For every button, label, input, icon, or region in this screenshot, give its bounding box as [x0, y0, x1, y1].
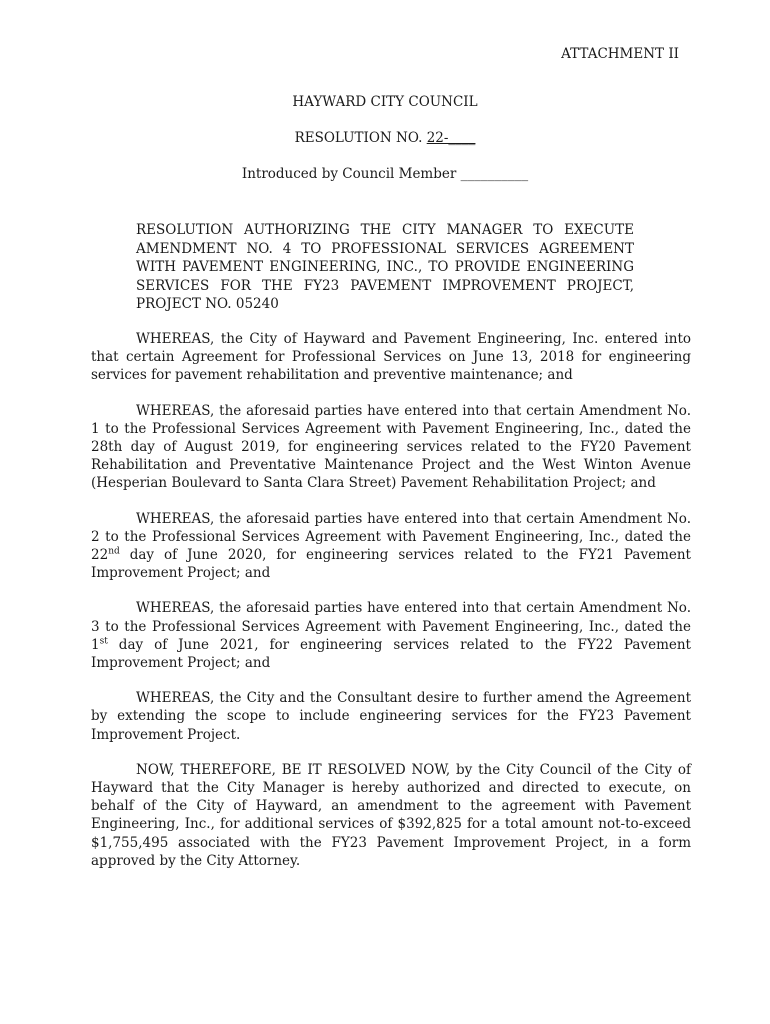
- resolution-body: [91, 330, 691, 887]
- p4-text-a: WHEREAS, the aforesaid parties have entered into that certain Amendment No. 3 to the Professional Services Agreement with Pavement Engineering, Inc., dated the 1: [91, 600, 691, 653]
- whereas-paragraph-2: WHEREAS, the aforesaid parties have entered into that certain Amendment No. 1 to the Professional Services Agreement with Pavement Engineering, Inc., dated the 28th day of August 2019, for engineering services related to the FY20 Pavement Rehabilitation and Preventative Maintenance Project and the West Winton Avenue (Hesperian Boulevard to Santa Clara Street) Pavement Rehabilitation Project; and: [91, 402, 691, 492]
- p3-text-b: day of June 2020, for engineering services related to the FY21 Pavement Improvement Project; and: [91, 547, 691, 582]
- whereas-paragraph-3: [91, 510, 691, 583]
- resolution-prefix: RESOLUTION NO.: [294, 130, 427, 146]
- resolution-number: 22-____: [426, 130, 476, 146]
- whereas-paragraph-5: WHEREAS, the City and the Consultant desire to further amend the Agreement by extending the scope to include engineering services for the FY23 Pavement Improvement Project.: [91, 690, 691, 743]
- resolution-number-line: [0, 130, 770, 146]
- resolved-paragraph: NOW, THEREFORE, BE IT RESOLVED NOW, by the City Council of the City of Hayward that the City Manager is hereby authorized and directed to execute, on behalf of the City of Hayward, an amendment to the agreement with Pavement Engineering, Inc., for additional services of $392,825 for a total amount not-to-exceed $1,755,495 associated with the FY23 Pavement Improvement Project, in a form approved by the City Attorney.: [91, 761, 691, 869]
- p3-text-a: WHEREAS, the aforesaid parties have entered into that certain Amendment No. 2 to the Professional Services Agreement with Pavement Engineering, Inc., dated the 22: [91, 510, 691, 564]
- whereas-paragraph-4: [91, 599, 691, 672]
- whereas-paragraph-1: WHEREAS, the City of Hayward and Pavement Engineering, Inc. entered into that certain Agreement for Professional Services on June 13, 2018 for engineering services for pavement rehabilitation and preventive maintenance; and: [91, 331, 691, 384]
- p4-superscript: st: [99, 636, 108, 647]
- p4-text-b: day of June 2021, for engineering services related to the FY22 Pavement Improvement Project; and: [91, 636, 691, 672]
- p3-superscript: nd: [108, 546, 120, 557]
- resolution-title-block: RESOLUTION AUTHORIZING THE CITY MANAGER TO EXECUTE AMENDMENT NO. 4 TO PROFESSIONAL SERVICES AGREEMENT WITH PAVEMENT ENGINEERING, INC., TO PROVIDE ENGINEERING SERVICES FOR THE FY23 PAVEMENT IMPROVEMENT PROJECT, PROJECT NO. 05240: [136, 222, 634, 312]
- council-heading: HAYWARD CITY COUNCIL: [292, 94, 478, 110]
- introduced-by-line: Introduced by Council Member __________: [241, 166, 529, 182]
- attachment-label: ATTACHMENT II: [561, 46, 679, 62]
